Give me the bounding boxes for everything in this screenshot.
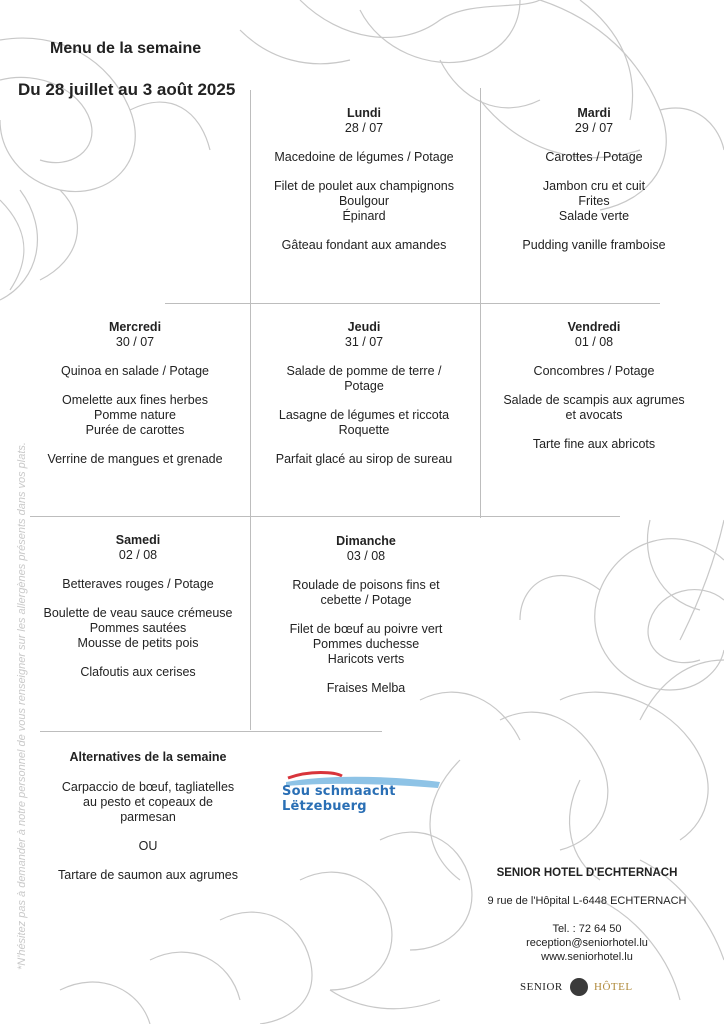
alternative-option: Tartare de saumon aux agrumes: [58, 868, 238, 882]
starter: Carottes / Potage: [545, 150, 643, 164]
dessert: Fraises Melba: [326, 681, 406, 695]
hotel-phone: Tel. : 72 64 50: [552, 923, 622, 935]
starter: Betteraves rouges / Potage: [62, 577, 214, 591]
main-dish: Salade de scampis aux agrumes: [503, 393, 685, 407]
day-friday: [484, 320, 704, 452]
main-dish: et avocats: [565, 408, 623, 422]
side-dish: Mousse de petits pois: [77, 636, 199, 650]
side-dish: Pommes duchesse: [312, 637, 420, 651]
main-dish: Omelette aux fines herbes: [62, 393, 208, 407]
day-date: 28 / 07: [344, 121, 384, 135]
dessert: Clafoutis aux cerises: [80, 665, 196, 679]
starter: Roulade de poisons fins et: [292, 578, 440, 592]
day-date: 31 / 07: [344, 335, 384, 349]
sou-schmaacht-letzebuerg-logo: [280, 768, 450, 814]
day-name: Samedi: [115, 533, 161, 547]
side-dish: Épinard: [342, 209, 386, 223]
starter: cebette / Potage: [320, 593, 412, 607]
main-dish: Filet de bœuf au poivre vert: [289, 622, 443, 636]
grid-horizontal-3: [40, 731, 382, 732]
day-wednesday: [25, 320, 245, 467]
day-name: Mardi: [577, 106, 611, 120]
side-dish: Salade verte: [558, 209, 630, 223]
logo-word-hotel: HÔTEL: [594, 981, 633, 993]
alternative-option: au pesto et copeaux de: [83, 795, 213, 809]
day-date: 03 / 08: [346, 549, 386, 563]
hotel-website[interactable]: www.seniorhotel.lu: [541, 951, 633, 963]
alternative-option: Carpaccio de bœuf, tagliatelles: [61, 780, 235, 794]
alternatives-separator: OU: [138, 839, 158, 853]
alternatives-title: Alternatives de la semaine: [69, 750, 227, 764]
day-name: Lundi: [346, 106, 381, 120]
hotel-name: SENIOR HOTEL D'ECHTERNACH: [496, 867, 678, 879]
page-title: Menu de la semaine: [50, 40, 202, 57]
main-dish: Boulette de veau sauce crémeuse: [43, 606, 233, 620]
day-date: 02 / 08: [118, 548, 158, 562]
alternative-option: parmesan: [120, 810, 176, 824]
side-dish: Pomme nature: [94, 408, 176, 422]
week-range: Du 28 juillet au 3 août 2025: [18, 80, 236, 99]
senior-hotel-logo: [516, 978, 666, 998]
hotel-email[interactable]: reception@seniorhotel.lu: [526, 937, 648, 949]
day-thursday: [254, 320, 474, 467]
badge-text: Sou schmaacht Lëtzebuerg: [282, 784, 396, 814]
side-dish: Purée de carottes: [85, 423, 185, 437]
day-name: Mercredi: [108, 320, 162, 334]
starter: Potage: [344, 379, 384, 393]
main-dish: Filet de poulet aux champignons: [274, 179, 454, 193]
grid-horizontal-2: [30, 516, 620, 517]
starter: Concombres / Potage: [533, 364, 655, 378]
day-date: 01 / 08: [574, 335, 614, 349]
side-dish: Roquette: [338, 423, 390, 437]
alternatives-list: [28, 780, 268, 883]
day-name: Dimanche: [336, 534, 396, 548]
logo-word-senior: SENIOR: [520, 981, 563, 993]
day-tuesday: [484, 106, 704, 253]
grid-horizontal-1: [165, 303, 660, 304]
starter: Macedoine de légumes / Potage: [274, 150, 454, 164]
main-dish: Lasagne de légumes et riccota: [278, 408, 450, 422]
starter: Salade de pomme de terre /: [286, 364, 442, 378]
day-sunday: [256, 534, 476, 696]
allergen-note: *N'hésitez pas à demander à notre personnel de vous renseigner sur les allergènes présents dans vos plats.: [16, 442, 28, 970]
grid-vertical-left: [250, 90, 251, 730]
day-saturday: [28, 533, 248, 680]
dessert: Gâteau fondant aux amandes: [281, 238, 447, 252]
dessert: Parfait glacé au sirop de sureau: [275, 452, 453, 466]
day-name: Jeudi: [347, 320, 381, 334]
dessert: Pudding vanille framboise: [522, 238, 666, 252]
day-date: 30 / 07: [115, 335, 155, 349]
hotel-address: 9 rue de l'Hôpital L-6448 ECHTERNACH: [487, 895, 687, 907]
starter: Quinoa en salade / Potage: [60, 364, 210, 378]
day-date: 29 / 07: [574, 121, 614, 135]
day-name: Vendredi: [567, 320, 621, 334]
main-dish: Jambon cru et cuit: [542, 179, 646, 193]
side-dish: Pommes sautées: [89, 621, 187, 635]
dessert: Verrine de mangues et grenade: [47, 452, 223, 466]
dessert: Tarte fine aux abricots: [532, 437, 656, 451]
hotel-info: [456, 866, 718, 964]
side-dish: Boulgour: [338, 194, 390, 208]
side-dish: Haricots verts: [327, 652, 405, 666]
day-monday: [254, 106, 474, 253]
logo-emblem-icon: [570, 978, 588, 996]
side-dish: Frites: [578, 194, 610, 208]
